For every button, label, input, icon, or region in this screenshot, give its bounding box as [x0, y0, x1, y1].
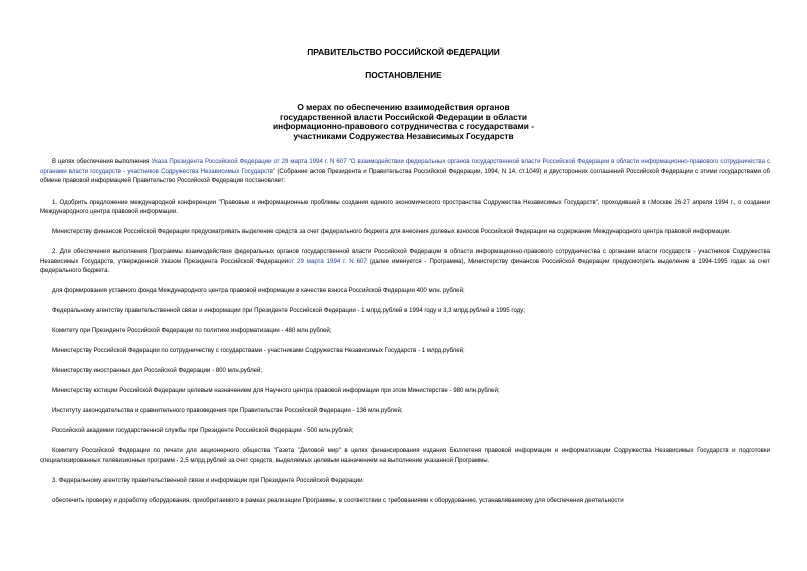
document-title — [0, 103, 807, 141]
paragraph-2 — [40, 247, 770, 276]
intro-text-start: В целях обеспечения выполнения — [52, 158, 152, 165]
title-line: государственной власти Российской Федерации в области — [279, 111, 528, 122]
decree-date-link[interactable]: от 29 марта 1994 г. N 607 — [288, 257, 367, 265]
paragraph-1b: Министерству финансов Российской Федерации предусматривать выделение средств за счет федерального бюджета для внесения долевых взносов Российской Федерации на содержание Международного центра правовой информации. — [52, 228, 731, 235]
intro-paragraph — [40, 157, 770, 186]
funding-item: Комитету при Президенте Российской Федерации по политике информатизации - 480 млн.рублей; — [52, 327, 332, 334]
paragraph-3: 3. Федеральному агентству правительственной связи и информации при Президенте Российской Федерации: — [52, 476, 365, 484]
intro-text-end: (Собрание актов Президента и Правительства Российской Федерации, 1994, N 14, ст.1049) и двусторонних соглашений Российской Федерации с этими государствами об обмене правовой информацией Правительство Российской Федерации постановляет: — [40, 167, 770, 184]
funding-item: Министерству юстиции Российской Федерации целевым назначением для Научного центра правовой информации при этом Министерстве - 980 млн.рублей; — [52, 387, 500, 394]
funding-item: Министерству иностранных дел Российской Федерации - 800 млн.рублей; — [52, 367, 263, 374]
paragraph-3a: обеспечить проверку и доработку оборудования, приобретаемого в рамках реализации Программы, в соответствии с требованиями к оборудованию, устанавливаемому для обеспечения деятельности — [52, 496, 624, 504]
document-type-heading: ПОСТАНОВЛЕНИЕ — [365, 70, 442, 80]
paragraph-2-text-start: 2. Для обеспечения выполнения Программы взаимодействия федеральных органов государственной власти Российской Федерации в области информационно-правового сотрудничества с органами власти государств - участников Содружества Независимых Государств, утвержденной Указом Президента Российской Федерации — [40, 248, 770, 265]
title-line: информационно-правового сотрудничества с государствами - — [273, 121, 534, 132]
government-heading: ПРАВИТЕЛЬСТВО РОССИЙСКОЙ ФЕДЕРАЦИИ — [307, 47, 500, 57]
funding-item: Федеральному агентству правительственной связи и информации при Президенте Российской Федерации - 1 млрд.рублей в 1994 году и 3,3 млрд.рублей в 1995 году; — [52, 307, 525, 314]
funding-item: Российской академии государственной службы при Президенте Российской Федерации - 500 млн.рублей; — [52, 427, 354, 434]
funding-item: Министерству Российской Федерации по сотрудничеству с государствами - участниками Содружества Независимых Государств - 1 млрд.рублей; — [52, 347, 465, 354]
title-line: участниками Содружества Независимых Государств — [293, 130, 514, 141]
paragraph-1: 1. Одобрить предложение международной конференции "Правовые и информационные проблемы создания единого экономического пространства Содружества Независимых Государств", проходившей в г.Москве 26-27 апреля 1994 г., о создании Международного центра правовой информации. — [40, 198, 770, 215]
funding-item: для формирования уставного фонда Международного центра правовой информации в качестве взноса Российской Федерации 400 млн. рублей; — [52, 287, 465, 294]
title-line: О мерах по обеспечению взаимодействия органов — [297, 102, 510, 112]
paragraph-2-text-end: (далее именуется - Программа), Министерству финансов Российской Федерации предусмотреть выделение в 1994-1995 годах за счет федерального бюджета: — [40, 257, 770, 274]
funding-item: Институту законодательства и сравнительного правоведения при Правительстве Российской Федерации - 136 млн.рублей; — [52, 407, 403, 414]
document-body — [40, 157, 770, 516]
press-committee-paragraph: Комитету Российской Федерации по печати для акционерного общества "Газета "Деловой мир" в целях финансирования издания Бюллетеня правовой информации и информатизации Содружества Независимых Государств и подготовки специализированных телевизионных программ - 2,5 млрд.рублей за счет средств, выделяемых целевым назначением на выполнение указанной Программы. — [40, 447, 770, 464]
decree-link[interactable]: Указа Президента Российской Федерации от 29 марта 1994 г. N 607 "О взаимодействии федеральных органов государственной власти Российской Федерации в области информационно-правового сотрудничества с органами власти государств - участников Содружества Независимых Государств" — [40, 158, 770, 175]
